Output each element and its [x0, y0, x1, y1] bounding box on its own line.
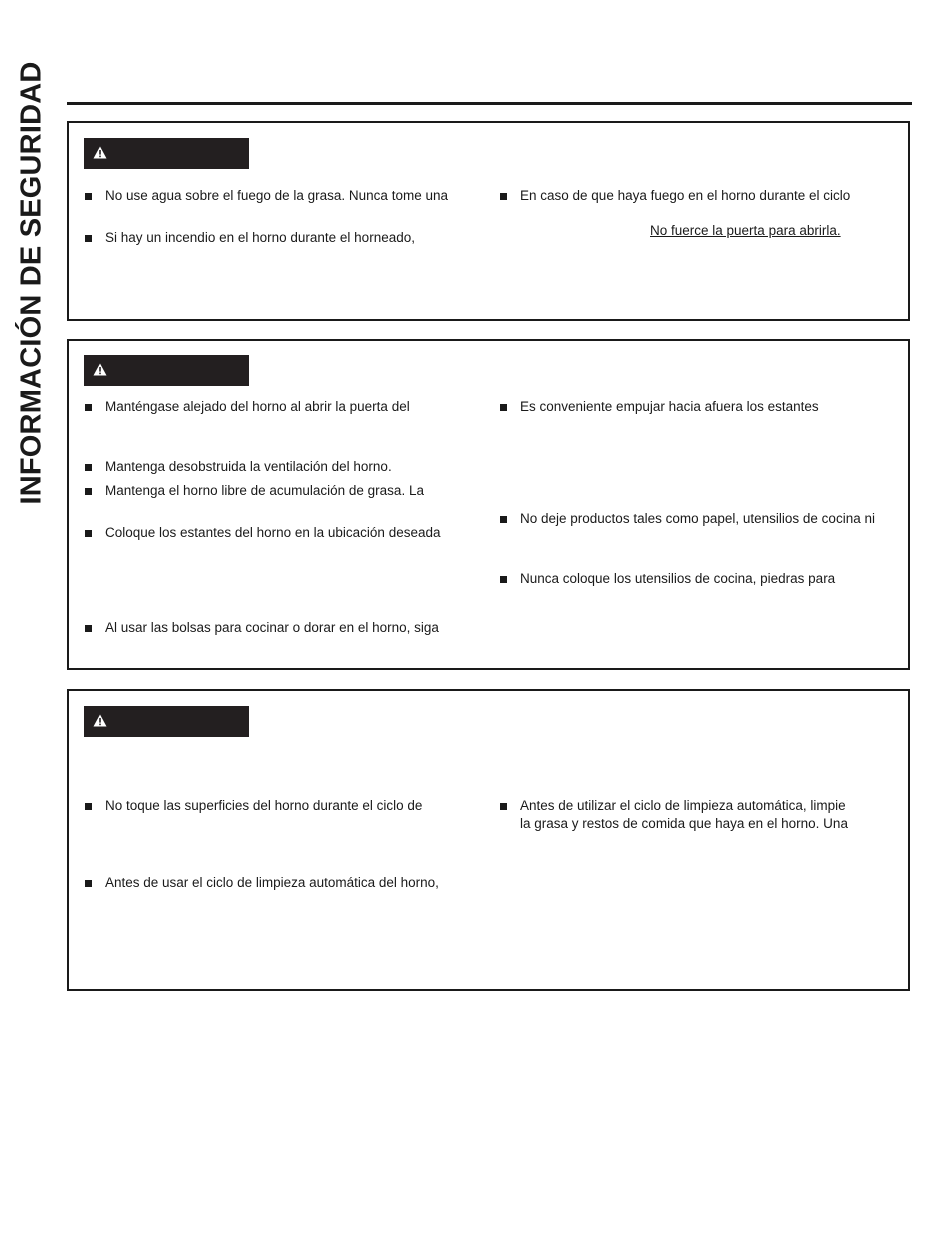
square-bullet-icon	[500, 193, 507, 200]
side-title-text: INFORMACIÓN DE SEGURIDAD	[15, 61, 48, 505]
square-bullet-icon	[85, 803, 92, 810]
warning-triangle-icon	[93, 363, 107, 376]
warning-badge	[84, 138, 249, 169]
underlined-note: No fuerce la puerta para abrirla.	[650, 223, 841, 238]
square-bullet-icon	[85, 404, 92, 411]
warning-triangle-icon	[93, 714, 107, 727]
square-bullet-icon	[85, 488, 92, 495]
warning-panel-fire: No use agua sobre el fuego de la grasa. Nunca tome una Si hay un incendio en el horno durante el horneado, En caso de que haya fuego en el horno durante el ciclo No fuerce la puerta para abrirla.	[67, 121, 910, 321]
square-bullet-icon	[85, 235, 92, 242]
warning-panel-self-clean: No toque las superficies del horno durante el ciclo de Antes de usar el ciclo de limpieza automática del horno, Antes de utilizar el ciclo de limpieza automática, limpie la grasa y restos de comida que haya en el horno. Una	[67, 689, 910, 991]
square-bullet-icon	[500, 516, 507, 523]
square-bullet-icon	[85, 625, 92, 632]
list-item-line: la grasa y restos de comida que haya en el horno. Una	[520, 816, 848, 831]
warning-badge	[84, 355, 249, 386]
square-bullet-icon	[85, 464, 92, 471]
warning-panel-oven-use: Manténgase alejado del horno al abrir la puerta del Mantenga desobstruida la ventilación del horno. Mantenga el horno libre de acumulación de grasa. La Coloque los estantes del horno en la ubicación deseada Al usar las bolsas para cocinar o dorar en el horno, siga Es conveniente empujar hacia afuera los estantes No deje productos tales como papel, utensilios de cocina ni Nunca coloque los utensilios de cocina, piedras para	[67, 339, 910, 670]
square-bullet-icon	[500, 803, 507, 810]
square-bullet-icon	[85, 193, 92, 200]
square-bullet-icon	[500, 404, 507, 411]
warning-badge	[84, 706, 249, 737]
warning-triangle-icon	[93, 146, 107, 159]
header-rule	[67, 102, 912, 105]
square-bullet-icon	[85, 880, 92, 887]
list-item-line: Antes de utilizar el ciclo de limpieza automática, limpie	[520, 798, 846, 813]
side-section-title	[12, 38, 52, 528]
square-bullet-icon	[85, 530, 92, 537]
square-bullet-icon	[500, 576, 507, 583]
